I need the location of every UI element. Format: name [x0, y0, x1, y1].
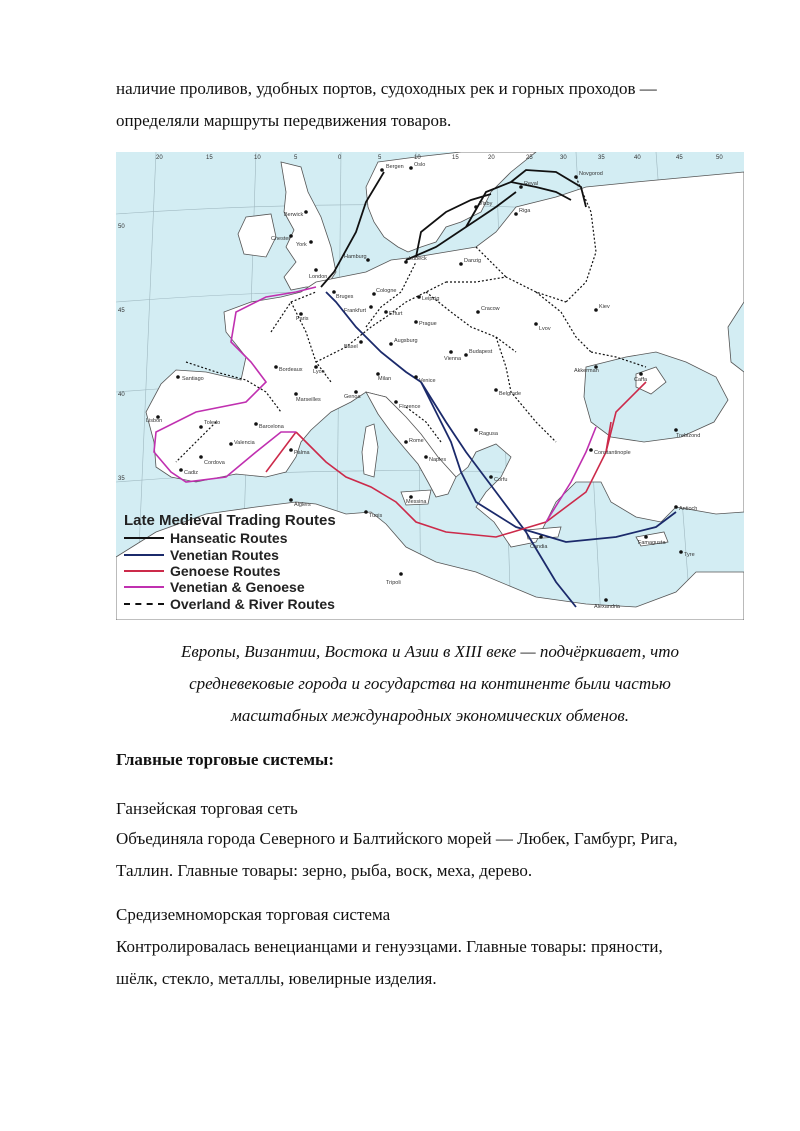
city-label: Augsburg	[394, 338, 418, 344]
city-label: Berwick	[284, 212, 304, 218]
city-label: Palma	[294, 450, 310, 456]
city-label: Santiago	[182, 376, 204, 382]
city-label: Paris	[296, 316, 309, 322]
city-label: Lubeck	[409, 256, 427, 262]
city-label: Barcelona	[259, 424, 284, 430]
legend-label: Venetian Routes	[170, 546, 279, 563]
caption-line-2: средневековые города и государства на континенте были частью	[189, 674, 671, 693]
city-label: Kiev	[599, 304, 610, 310]
city-label: Cracow	[481, 306, 500, 312]
tick-label: 50	[716, 155, 723, 161]
legend-swatch	[124, 554, 164, 556]
city-label: Valencia	[234, 440, 255, 446]
city-label: Bruges	[336, 294, 354, 300]
tick-label: 45	[118, 308, 125, 314]
city-label: Rome	[409, 438, 424, 444]
city-label: Cologne	[376, 288, 397, 294]
hanseatic-title: Ганзейская торговая сеть	[116, 799, 298, 818]
intro-line-1: наличие проливов, удобных портов, судоходных рек и горных проходов —	[116, 79, 657, 98]
caption-line-3: масштабных международных экономических обменов.	[230, 706, 630, 725]
city-label: Alexandria	[594, 604, 620, 610]
city-label: Leipzig	[422, 296, 440, 302]
city-label: Tripoli	[386, 580, 401, 586]
legend-item-venetian	[124, 546, 364, 562]
city-label: Vienna	[444, 356, 462, 362]
legend-swatch	[124, 570, 164, 572]
tick-label: 15	[206, 155, 213, 161]
city-label: Algiers	[294, 502, 311, 508]
tick-label: 35	[118, 476, 125, 482]
tick-label: 30	[560, 155, 567, 161]
city-label: Reval	[524, 181, 539, 187]
tick-label: 35	[598, 155, 605, 161]
city-label: Akkerman	[574, 368, 599, 374]
city-label: Bergen	[386, 164, 404, 170]
city-label: Trebizond	[676, 433, 701, 439]
legend-swatch	[124, 537, 164, 539]
city-label: Lyon	[313, 369, 325, 375]
tick-label: 10	[414, 155, 421, 161]
map-legend	[124, 512, 364, 612]
city-label: Messina	[406, 499, 427, 505]
city-label: Lisbon	[146, 418, 163, 424]
city-label: Genoa	[344, 394, 361, 400]
legend-label: Overland & River Routes	[170, 595, 335, 612]
city-label: Danzig	[464, 258, 482, 264]
city-label: Cadiz	[184, 470, 199, 476]
city-label: Venice	[419, 378, 436, 384]
city-label: Budapest	[469, 349, 493, 355]
city-label: Frankfurt	[344, 308, 367, 314]
city-label: Candia	[530, 544, 548, 550]
tick-label: 50	[118, 224, 125, 230]
hanseatic-line-1: Объединяла города Северного и Балтийского морей — Любек, Гамбург, Рига,	[116, 829, 678, 848]
mediterranean-title: Средиземноморская торговая система	[116, 905, 391, 924]
tick-label: 40	[118, 392, 125, 398]
section-heading: Главные торговые системы:	[116, 750, 334, 769]
legend-label: Venetian & Genoese	[170, 579, 305, 596]
city-label: Florence	[399, 404, 421, 410]
legend-label: Hanseatic Routes	[170, 530, 288, 547]
city-label: Ragusa	[479, 431, 498, 437]
city-label: Lvov	[539, 326, 551, 332]
mediterranean-line-2: шёлк, стекло, металлы, ювелирные изделия.	[116, 969, 437, 988]
tick-label: 20	[156, 155, 163, 161]
city-label: Famagusta	[638, 540, 666, 546]
city-label: London	[309, 274, 328, 280]
tick-label: 45	[676, 155, 683, 161]
city-label: York	[296, 242, 307, 248]
city-label: Tunis	[369, 513, 383, 519]
tick-label: 5	[294, 155, 298, 161]
mediterranean-line-1: Контролировалась венецианцами и генуэзцами. Главные товары: пряности,	[116, 937, 663, 956]
tick-label: 0	[338, 155, 342, 161]
city-label: Basel	[344, 344, 358, 350]
city-label: Milan	[378, 376, 392, 382]
city-label: Visby	[479, 201, 493, 207]
hanseatic-line-2: Таллин. Главные товары: зерно, рыба, воск, меха, дерево.	[116, 861, 533, 880]
tick-label: 20	[488, 155, 495, 161]
city-label: Oslo	[414, 162, 426, 168]
legend-swatch	[124, 603, 164, 605]
legend-item-overland	[124, 596, 364, 612]
city-label: Marseilles	[296, 397, 321, 403]
legend-label: Genoese Routes	[170, 562, 281, 579]
city-label: Hamburg	[344, 254, 367, 260]
intro-line-2: определяли маршруты передвижения товаров.	[116, 111, 452, 130]
city-label: Corfu	[494, 477, 508, 483]
city-label: Belgrade	[499, 391, 522, 397]
city-label: Constantinople	[594, 450, 631, 456]
tick-label: 40	[634, 155, 641, 161]
tick-label: 15	[452, 155, 459, 161]
city-label: Bordeaux	[279, 367, 303, 373]
tick-label: 10	[254, 155, 261, 161]
city-label: Caffa	[634, 377, 648, 383]
caption-line-1: Европы, Византии, Востока и Азии в XIII веке — подчёркивает, что	[180, 642, 680, 661]
city-label: Cordova	[204, 460, 225, 466]
tick-label: 25	[526, 155, 533, 161]
tick-label: 5	[378, 155, 382, 161]
city-label: Antioch	[679, 506, 698, 512]
legend-item-hanseatic	[124, 530, 364, 546]
city-label: Naples	[429, 457, 447, 463]
city-label: Riga	[519, 208, 531, 214]
city-label: Novgorod	[579, 171, 603, 177]
legend-title: Late Medieval Trading Routes	[124, 512, 336, 529]
city-label: Toledo	[204, 420, 221, 426]
city-label: Prague	[419, 321, 437, 327]
legend-swatch	[124, 586, 164, 588]
city-label: Chester	[271, 236, 291, 242]
city-label: Erfurt	[389, 311, 403, 317]
legend-item-venetian-genoese	[124, 579, 364, 595]
legend-item-genoese	[124, 563, 364, 579]
city-label: Tyre	[684, 552, 695, 558]
trading-routes-map	[116, 152, 744, 620]
